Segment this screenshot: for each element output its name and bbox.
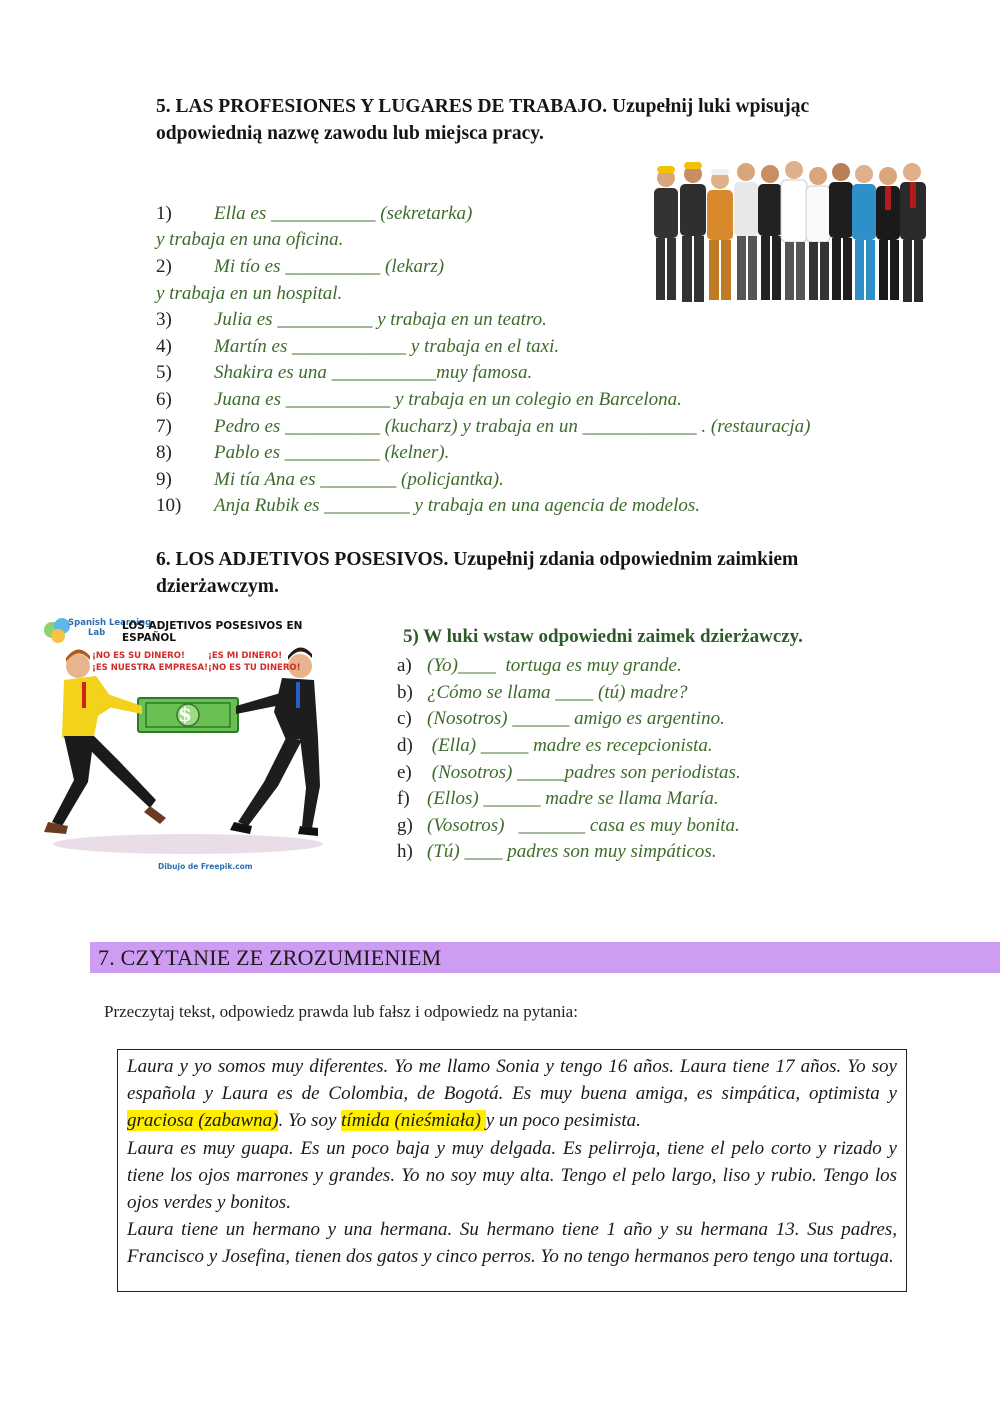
professions-photo — [638, 150, 938, 315]
section-7-banner — [90, 942, 1000, 973]
exercise-subtitle: 5) W luki wstaw odpowiedni zaimek dzierżawczy. — [403, 626, 803, 647]
dollar-symbol: $ — [178, 702, 192, 726]
illustration-title: LOS ADJETIVOS POSESIVOS EN ESPAÑOL — [122, 620, 303, 644]
section-7-title: 7. CZYTANIE ZE ZROZUMIENIEM — [98, 945, 442, 970]
speech-left: ¡NO ES SU DINERO! ¡ES NUESTRA EMPRESA! — [92, 651, 209, 673]
reading-paragraph-3: Laura tiene un hermano y una hermana. Su hermano tiene 1 año y su hermana 13. Sus padres, Francisco y Josefina, tienen dos gatos y cinco perros. Yo no tengo hermanos pero tengo una tortuga. — [127, 1219, 897, 1268]
brand-name: Spanish Learning Lab — [68, 618, 152, 638]
possessives-illustration — [38, 612, 338, 874]
logo-icon — [44, 618, 70, 643]
section-6-title: 6. LOS ADJETIVOS POSESIVOS. Uzupełnij zdania odpowiednim zaimkiem dzierżawczym. — [156, 549, 799, 597]
worker-figure — [654, 166, 678, 300]
illustration-credit: Dibujo de Freepik.com — [158, 862, 253, 871]
profession-item-continuation: y trabaja en un hospital. — [156, 283, 343, 304]
right-man-figure — [230, 647, 320, 836]
highlight-timida: tímida (nieśmiała) — [341, 1110, 486, 1132]
reading-paragraph-2: Laura es muy guapa. Es un poco baja y muy delgada. Es pelirroja, tiene el pelo corto y rizado y tiene los ojos marrones y grandes. Yo no soy muy alta. Tengo el pelo largo, liso y rubio. Tengo los ojos verdes y bonitos. — [127, 1137, 897, 1214]
highlight-graciosa: graciosa (zabawna) — [127, 1110, 279, 1132]
section-5-title: 5. LAS PROFESIONES Y LUGARES DE TRABAJO. Uzupełnij luki wpisując odpowiednią nazwę zawodu lub miejsca pracy. — [156, 96, 810, 144]
reading-text-box — [117, 1049, 907, 1292]
speech-right: ¡ES MI DINERO! ¡NO ES TU DINERO! — [208, 651, 301, 673]
reading-instruction: Przeczytaj tekst, odpowiedz prawda lub fałsz i odpowiedz na pytania: — [104, 1002, 578, 1021]
profession-item-continuation: y trabaja en una oficina. — [156, 229, 344, 250]
left-man-figure — [44, 649, 166, 834]
reading-paragraph-1: Laura y yo somos muy diferentes. Yo me llamo Sonia y tengo 16 años. Laura tiene 17 años. Yo soy española y Laura es de Colombia, de Bogotá. Es muy buena amiga, es simpática, optimista y graciosa (zabawna). Yo soy tímida (nieśmiała) y un poco pesimista. — [127, 1056, 897, 1132]
